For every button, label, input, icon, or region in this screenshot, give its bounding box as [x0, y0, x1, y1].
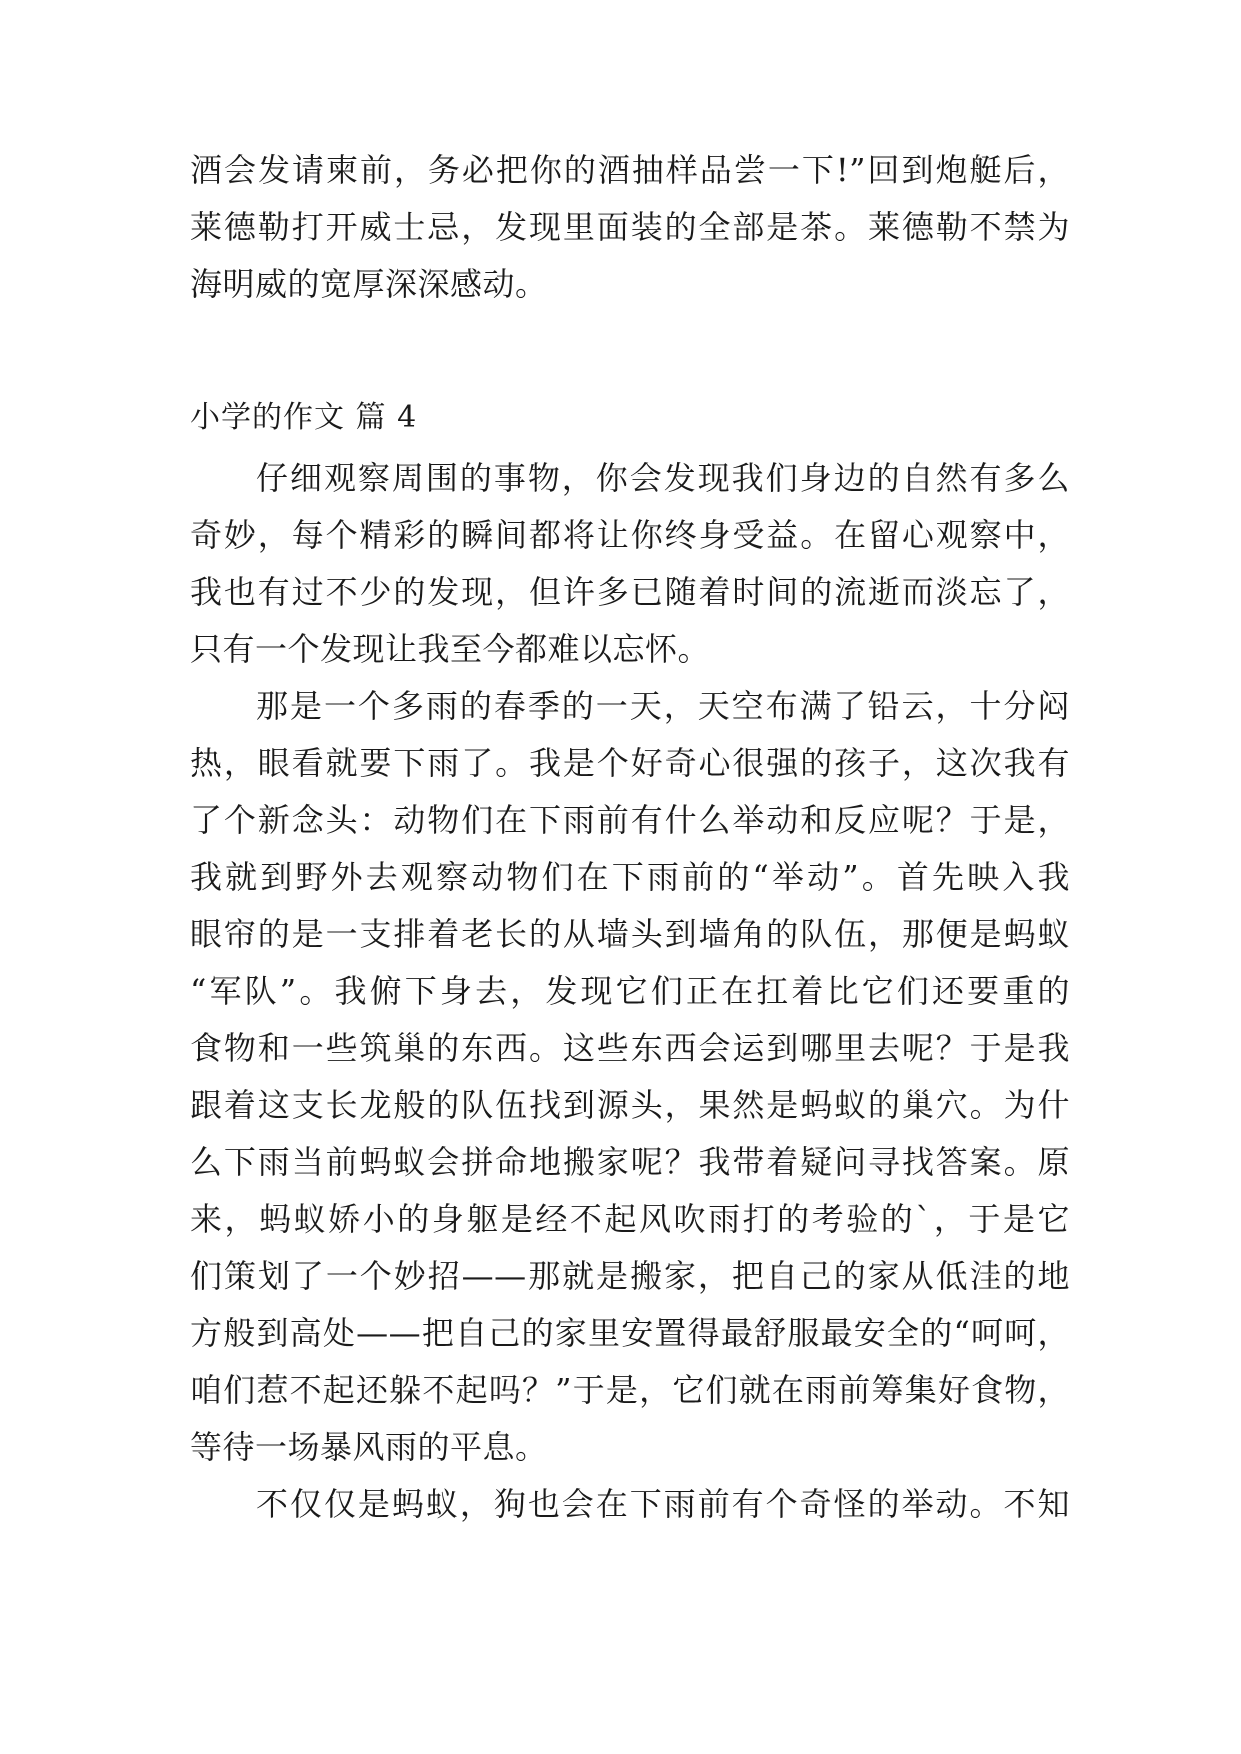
text-line: 方般到高处——把自己的家里安置得最舒服最安全的“呵呵， — [190, 1314, 1070, 1352]
text-line: 们策划了一个妙招——那就是搬家，把自己的家从低洼的地 — [190, 1257, 1070, 1295]
text-line: 我也有过不少的发现，但许多已随着时间的流逝而淡忘了， — [190, 573, 1070, 611]
text-line: 海明威的宽厚深深感动。 — [190, 265, 548, 303]
text-line: 莱德勒打开威士忌，发现里面装的全部是茶。莱德勒不禁为 — [190, 208, 1070, 246]
text-line: 只有一个发现让我至今都难以忘怀。 — [190, 630, 711, 668]
text-line: 酒会发请柬前，务必把你的酒抽样品尝一下!”回到炮艇后， — [190, 151, 1070, 189]
text-line: 咱们惹不起还躲不起吗？”于是，它们就在雨前筹集好食物， — [190, 1371, 1070, 1409]
text-line: 不仅仅是蚂蚁，狗也会在下雨前有个奇怪的举动。不知 — [256, 1485, 1070, 1523]
section-heading: 小学的作文 篇 4 — [190, 400, 418, 435]
text-line: 了个新念头：动物们在下雨前有什么举动和反应呢？于是， — [190, 801, 1070, 839]
text-line: 么下雨当前蚂蚁会拼命地搬家呢？我带着疑问寻找答案。原 — [190, 1143, 1070, 1181]
text-line: 食物和一些筑巢的东西。这些东西会运到哪里去呢？于是我 — [190, 1029, 1070, 1067]
text-line: 来，蚂蚁娇小的身躯是经不起风吹雨打的考验的`，于是它 — [190, 1200, 1070, 1238]
text-line: 仔细观察周围的事物，你会发现我们身边的自然有多么 — [256, 459, 1070, 497]
text-line: 奇妙，每个精彩的瞬间都将让你终身受益。在留心观察中， — [190, 516, 1070, 554]
text-line: 那是一个多雨的春季的一天，天空布满了铅云，十分闷 — [256, 687, 1070, 725]
text-line: 眼帘的是一支排着老长的从墙头到墙角的队伍，那便是蚂蚁 — [190, 915, 1070, 953]
text-line: 我就到野外去观察动物们在下雨前的“举动”。首先映入我 — [190, 858, 1070, 896]
text-line: 等待一场暴风雨的平息。 — [190, 1428, 548, 1466]
text-line: 跟着这支长龙般的队伍找到源头，果然是蚂蚁的巢穴。为什 — [190, 1086, 1070, 1124]
text-line: “军队”。我俯下身去，发现它们正在扛着比它们还要重的 — [190, 972, 1070, 1010]
text-line: 热，眼看就要下雨了。我是个好奇心很强的孩子，这次我有 — [190, 744, 1070, 782]
